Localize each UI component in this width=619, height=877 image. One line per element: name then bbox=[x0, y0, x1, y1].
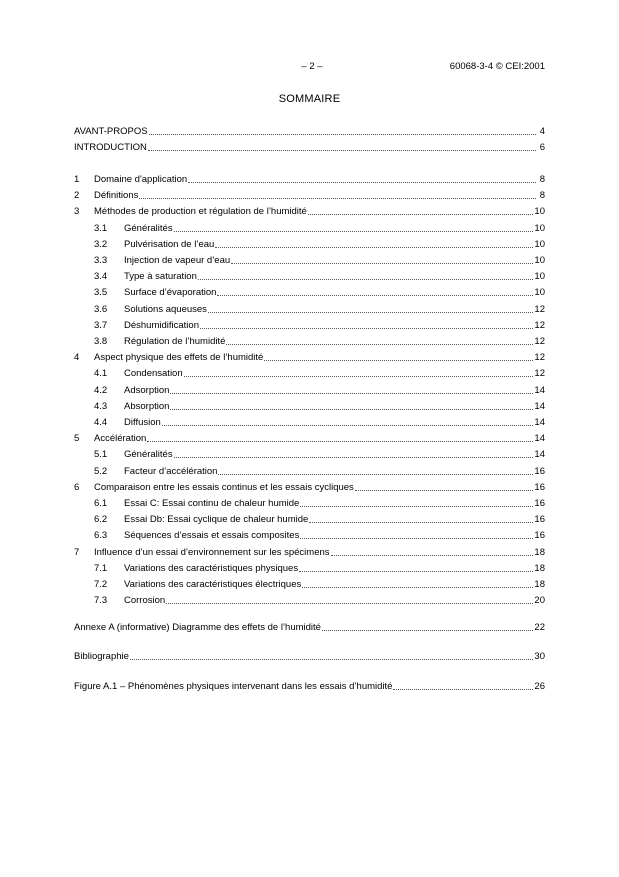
toc-entry-label: Diffusion bbox=[124, 417, 161, 428]
toc-entry-number: 3.6 bbox=[94, 303, 108, 315]
toc-entry-page: 12 bbox=[534, 352, 545, 364]
dot-leader bbox=[300, 530, 533, 539]
dot-leader bbox=[170, 385, 533, 394]
dot-leader bbox=[393, 681, 533, 690]
dot-leader bbox=[184, 368, 534, 377]
toc-entry-page: 10 bbox=[534, 206, 545, 218]
toc-section-entry[interactable] bbox=[94, 270, 545, 283]
dot-leader bbox=[200, 320, 533, 329]
toc-entry-page: 16 bbox=[534, 530, 545, 542]
toc-entry-label: Annexe A (informative) Diagramme des effets de l’humidité bbox=[74, 622, 321, 633]
toc-entry-label: Généralités bbox=[124, 222, 173, 234]
toc-section-entry[interactable] bbox=[94, 254, 545, 267]
dot-leader bbox=[139, 190, 536, 199]
toc-entry-page: 6 bbox=[539, 142, 545, 154]
toc-entry-number: 6 bbox=[74, 481, 80, 493]
toc-entry-label: Facteur d’accélération bbox=[124, 465, 218, 477]
toc-entry-page: 16 bbox=[534, 481, 545, 493]
toc-section-entry[interactable] bbox=[94, 384, 545, 397]
toc-entry-number: 2 bbox=[74, 190, 80, 202]
toc-entry-label: Injection de vapeur d’eau bbox=[124, 255, 231, 266]
toc-entry-number: 4.4 bbox=[94, 417, 108, 428]
toc-section-entry[interactable] bbox=[94, 529, 545, 542]
toc-entry-label: Accélération bbox=[94, 433, 147, 445]
dot-leader bbox=[198, 271, 534, 280]
toc-entry-number: 3.7 bbox=[94, 319, 108, 331]
toc-entry-label: Essai C: Essai continu de chaleur humide bbox=[124, 498, 300, 509]
dot-leader bbox=[130, 651, 533, 660]
dot-leader bbox=[162, 417, 534, 426]
toc-entry-label: Déshumidification bbox=[124, 319, 199, 331]
dot-leader bbox=[174, 449, 534, 458]
toc-entry-label: Essai Db: Essai cyclique de chaleur humide bbox=[124, 514, 309, 526]
toc-entry-page: 18 bbox=[534, 562, 545, 574]
toc-entry-number: 3.2 bbox=[94, 238, 108, 250]
toc-entry-label: Absorption bbox=[124, 400, 170, 412]
toc-entry-number: 3.4 bbox=[94, 271, 108, 283]
toc-entry-page: 12 bbox=[534, 319, 545, 331]
toc-entry-page: 12 bbox=[534, 368, 545, 380]
document-reference: 60068-3-4 © CEI:2001 bbox=[449, 61, 545, 72]
toc-entry-label: Influence d’un essai d’environnement sur les spécimens bbox=[94, 546, 330, 558]
toc-entry-label: Type à saturation bbox=[124, 271, 197, 283]
toc-section-entry[interactable] bbox=[94, 578, 545, 591]
dot-leader bbox=[215, 239, 533, 248]
toc-entry-page: 10 bbox=[534, 271, 545, 283]
toc-section-entry[interactable] bbox=[94, 222, 545, 235]
toc-entry-number: 6.2 bbox=[94, 514, 108, 526]
toc-entry-page: 8 bbox=[539, 190, 545, 202]
toc-section-entry[interactable] bbox=[94, 303, 545, 316]
toc-entry-label: Adsorption bbox=[124, 384, 170, 396]
toc-entry-page: 14 bbox=[534, 417, 545, 428]
toc-entry-page: 10 bbox=[534, 222, 545, 234]
dot-leader bbox=[226, 336, 533, 345]
toc-entry-number: 6.3 bbox=[94, 530, 108, 542]
page-number-header: – 2 – bbox=[301, 61, 323, 72]
toc-entry-label: Domaine d'application bbox=[94, 174, 188, 185]
toc-entry-number: 6.1 bbox=[94, 498, 108, 509]
dot-leader bbox=[300, 498, 533, 507]
toc-front-entry[interactable] bbox=[74, 141, 545, 154]
toc-entry-label: Généralités bbox=[124, 449, 173, 461]
toc-entry-page: 14 bbox=[534, 433, 545, 445]
dot-leader bbox=[174, 223, 534, 232]
dot-leader bbox=[147, 433, 533, 442]
toc-title: SOMMAIRE bbox=[278, 93, 341, 105]
toc-entry-page: 18 bbox=[534, 546, 545, 558]
toc-entry-number: 3.5 bbox=[94, 287, 108, 299]
toc-entry-page: 22 bbox=[534, 622, 545, 633]
dot-leader bbox=[218, 466, 533, 475]
toc-entry-page: 16 bbox=[534, 514, 545, 526]
toc-entry-number: 3.3 bbox=[94, 255, 108, 266]
toc-bibliography-entry[interactable] bbox=[74, 650, 545, 663]
toc-entry-page: 8 bbox=[539, 174, 545, 185]
toc-entry-label: Comparaison entre les essais continus et les essais cycliques bbox=[94, 481, 354, 493]
toc-entry-page: 18 bbox=[534, 579, 545, 590]
toc-entry-page: 14 bbox=[534, 384, 545, 396]
toc-entry-number: 4 bbox=[74, 352, 80, 364]
toc-entry-page: 4 bbox=[539, 126, 545, 137]
toc-entry-number: 4.1 bbox=[94, 368, 108, 380]
toc-section-entry[interactable] bbox=[94, 594, 545, 607]
dot-leader bbox=[149, 126, 536, 135]
toc-entry-label: Corrosion bbox=[124, 595, 166, 607]
toc-entry-label: Figure A.1 – Phénomènes physiques intervenant dans les essais d’humidité bbox=[74, 681, 393, 692]
toc-section-entry[interactable] bbox=[94, 238, 545, 251]
toc-entry-label: Pulvérisation de l’eau bbox=[124, 238, 215, 250]
dot-leader bbox=[208, 304, 534, 313]
toc-entry-number: 7 bbox=[74, 546, 80, 558]
toc-section-entry[interactable] bbox=[94, 562, 545, 575]
toc-section-entry[interactable] bbox=[94, 513, 545, 526]
toc-chapter-entry[interactable] bbox=[74, 351, 545, 364]
dot-leader bbox=[299, 563, 533, 572]
toc-entry-label: Bibliographie bbox=[74, 651, 129, 662]
dot-leader bbox=[302, 579, 533, 588]
toc-entry-label: Régulation de l’humidité bbox=[124, 336, 226, 347]
toc-section-entry[interactable] bbox=[94, 497, 545, 510]
toc-section-entry[interactable] bbox=[94, 367, 545, 380]
toc-entry-label: Aspect physique des effets de l’humidité bbox=[94, 352, 264, 364]
dot-leader bbox=[166, 595, 533, 604]
toc-front-entry[interactable] bbox=[74, 125, 545, 138]
toc-annex-entry[interactable] bbox=[74, 621, 545, 634]
toc-entry-label: Condensation bbox=[124, 368, 183, 380]
toc-entry-label: Surface d’évaporation bbox=[124, 287, 217, 299]
toc-entry-label: Solutions aqueuses bbox=[124, 303, 207, 315]
toc-chapter-entry[interactable] bbox=[74, 173, 545, 186]
toc-entry-page: 12 bbox=[534, 303, 545, 315]
dot-leader bbox=[264, 352, 533, 361]
toc-entry-label: INTRODUCTION bbox=[74, 142, 147, 154]
toc-entry-number: 7.3 bbox=[94, 595, 108, 607]
toc-entry-number: 3.1 bbox=[94, 222, 108, 234]
toc-entry-number: 4.2 bbox=[94, 384, 108, 396]
toc-entry-label: AVANT-PROPOS bbox=[74, 126, 148, 137]
toc-chapter-entry[interactable] bbox=[74, 205, 545, 218]
toc-section-entry[interactable] bbox=[94, 286, 545, 299]
toc-entry-label: Variations des caractéristiques physiques bbox=[124, 562, 299, 574]
toc-section-entry[interactable] bbox=[94, 400, 545, 413]
dot-leader bbox=[170, 401, 533, 410]
toc-entry-number: 5.2 bbox=[94, 465, 108, 477]
toc-entry-label: Variations des caractéristiques électriques bbox=[124, 579, 302, 590]
toc-entry-page: 20 bbox=[534, 595, 545, 607]
toc-entry-number: 1 bbox=[74, 174, 80, 185]
dot-leader bbox=[231, 255, 533, 264]
toc-entry-number: 5.1 bbox=[94, 449, 108, 461]
dot-leader bbox=[188, 174, 536, 183]
toc-entry-number: 7.2 bbox=[94, 579, 108, 590]
toc-entry-page: 14 bbox=[534, 449, 545, 461]
dot-leader bbox=[309, 514, 533, 523]
toc-chapter-entry[interactable] bbox=[74, 546, 545, 559]
toc-section-entry[interactable] bbox=[94, 448, 545, 461]
toc-entry-label: Méthodes de production et régulation de l’humidité bbox=[94, 206, 307, 218]
toc-entry-number: 3 bbox=[74, 206, 80, 218]
toc-section-entry[interactable] bbox=[94, 335, 545, 348]
dot-leader bbox=[355, 482, 534, 491]
dot-leader bbox=[148, 142, 536, 151]
toc-chapter-entry[interactable] bbox=[74, 481, 545, 494]
toc-entry-page: 14 bbox=[534, 400, 545, 412]
dot-leader bbox=[322, 622, 533, 631]
toc-entry-number: 4.3 bbox=[94, 400, 108, 412]
toc-entry-page: 10 bbox=[534, 287, 545, 299]
toc-entry-number: 5 bbox=[74, 433, 80, 445]
toc-entry-page: 26 bbox=[534, 681, 545, 692]
toc-section-entry[interactable] bbox=[94, 465, 545, 478]
toc-entry-label: Définitions bbox=[94, 190, 139, 202]
toc-section-entry[interactable] bbox=[94, 319, 545, 332]
dot-leader bbox=[331, 547, 534, 556]
toc-entry-page: 16 bbox=[534, 498, 545, 509]
toc-entry-number: 7.1 bbox=[94, 562, 108, 574]
toc-entry-page: 10 bbox=[534, 238, 545, 250]
toc-entry-page: 30 bbox=[534, 651, 545, 662]
toc-entry-page: 10 bbox=[534, 255, 545, 266]
toc-entry-page: 16 bbox=[534, 465, 545, 477]
toc-section-entry[interactable] bbox=[94, 416, 545, 429]
toc-chapter-entry[interactable] bbox=[74, 432, 545, 445]
toc-chapter-entry[interactable] bbox=[74, 189, 545, 202]
toc-entry-label: Séquences d’essais et essais composites bbox=[124, 530, 300, 542]
toc-entry-number: 3.8 bbox=[94, 336, 108, 347]
toc-entry-page: 12 bbox=[534, 336, 545, 347]
dot-leader bbox=[217, 287, 533, 296]
dot-leader bbox=[308, 206, 534, 215]
toc-figure-entry[interactable] bbox=[74, 680, 545, 693]
